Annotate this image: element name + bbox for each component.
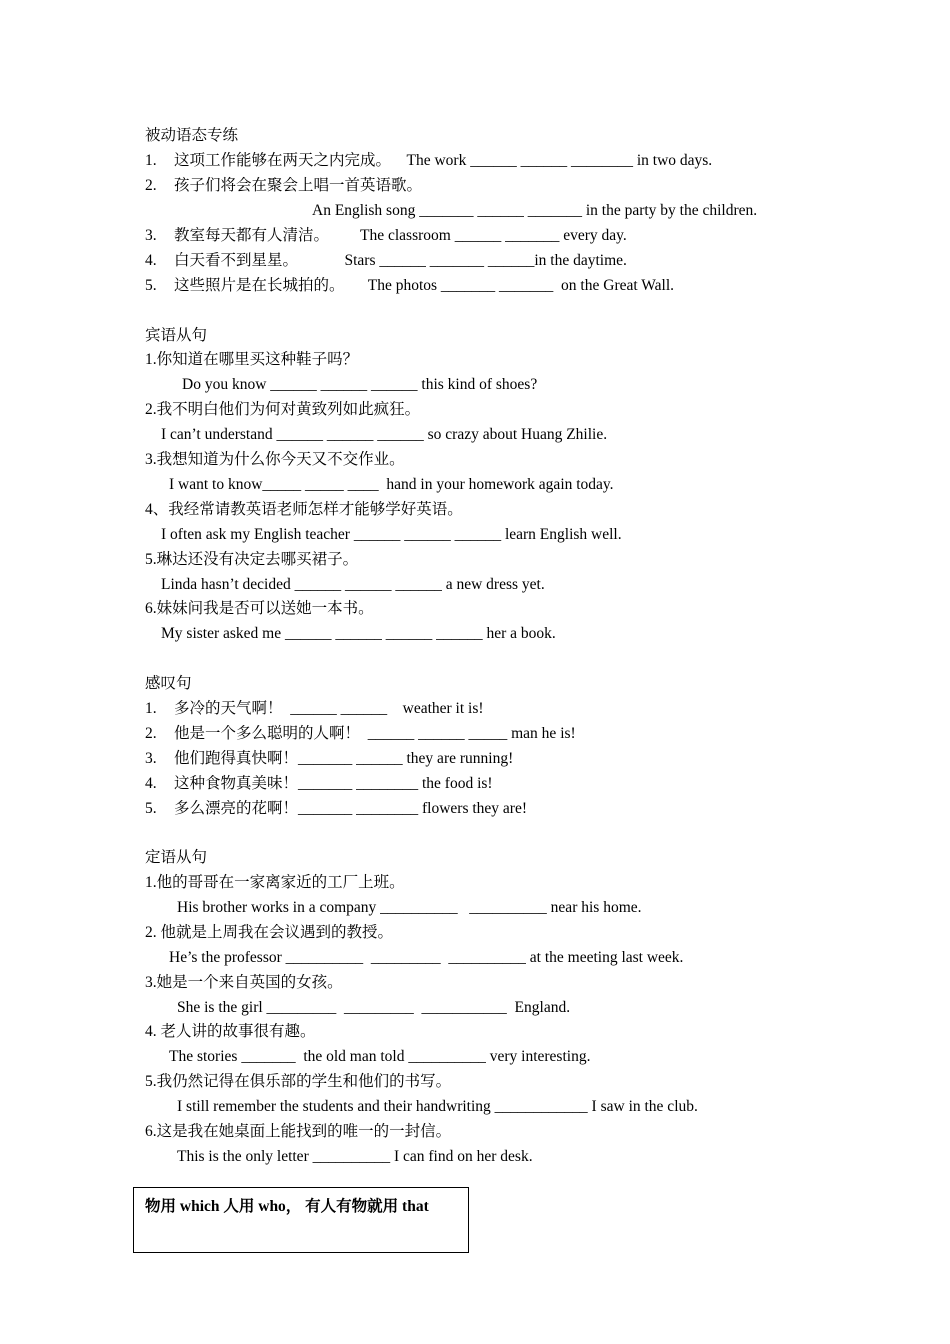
passive-item-2 [145,176,422,196]
item-text: 他是一个多么聪明的人啊！ ______ ______ _____ man he is! [174,725,576,742]
item-text: 教室每天都有人清洁。 The classroom ______ _______ every day. [174,227,627,244]
item-number: 2. [145,177,157,194]
item-text: 孩子们将会在聚会上唱一首英语歌。 [174,177,423,194]
exclamation-item-4 [145,774,493,794]
item-text: 这种食物真美味！_______ ________ the food is! [174,775,493,792]
item-number: 5. [145,800,157,817]
attributive-answer-6: This is the only letter __________ I can find on her desk. [177,1148,533,1165]
attributive-question-2: 2. 他就是上周我在会议遇到的教授。 [145,924,394,941]
tip-box [133,1187,469,1253]
exclamation-item-3 [145,749,513,769]
object-clause-question-2: 2.我不明白他们为何对黄致列如此疯狂。 [145,401,421,418]
item-text: 这项工作能够在两天之内完成。 The work ______ ______ ________ in two days. [174,152,713,169]
section-title-passive: 被动语态专练 [145,127,239,144]
object-clause-question-5: 5.琳达还没有决定去哪买裙子。 [145,551,359,568]
attributive-question-4: 4. 老人讲的故事很有趣。 [145,1023,316,1040]
object-clause-question-1: 1.你知道在哪里买这种鞋子吗？ [145,351,359,368]
passive-item-2-english: An English song _______ ______ _______ in the party by the children. [312,202,758,219]
item-number: 1. [145,152,157,169]
section-title-exclamation: 感叹句 [145,675,192,692]
object-clause-answer-6: My sister asked me ______ ______ ______ ______ her a book. [161,625,556,642]
exclamation-item-1 [145,699,484,719]
object-clause-question-3: 3.我想知道为什么你今天又不交作业。 [145,451,405,468]
section-title-attributive-clause: 定语从句 [145,849,208,866]
exclamation-item-5 [145,799,527,819]
passive-item-3 [145,226,627,246]
object-clause-answer-2: I can’t understand ______ ______ ______ so crazy about Huang Zhilie. [161,426,608,443]
object-clause-answer-5: Linda hasn’t decided ______ ______ ______ a new dress yet. [161,576,545,593]
tip-box-text: 物用 which 人用 who， 有人有物就用 that [145,1198,429,1215]
attributive-question-3: 3.她是一个来自英国的女孩。 [145,974,343,991]
attributive-question-6: 6.这是我在她桌面上能找到的唯一的一封信。 [145,1123,452,1140]
item-number: 3. [145,227,157,244]
object-clause-question-4: 4、我经常请教英语老师怎样才能够学好英语。 [145,501,463,518]
attributive-answer-1: His brother works in a company __________ __________ near his home. [177,899,642,916]
object-clause-answer-3: I want to know_____ _____ ____ hand in your homework again today. [169,476,614,493]
passive-item-4 [145,251,627,271]
item-text: 多么漂亮的花啊！_______ ________ flowers they are! [174,800,528,817]
item-number: 3. [145,750,157,767]
item-text: 这些照片是在长城拍的。 The photos _______ _______ on the Great Wall. [174,277,675,294]
item-number: 4. [145,252,157,269]
attributive-answer-5: I still remember the students and their handwriting ____________ I saw in the club. [177,1098,698,1115]
item-text: 白天看不到星星。 Stars ______ _______ ______in the daytime. [174,252,627,269]
object-clause-question-6: 6.妹妹问我是否可以送她一本书。 [145,600,374,617]
attributive-question-1: 1.他的哥哥在一家离家近的工厂上班。 [145,874,405,891]
exclamation-item-2 [145,724,576,744]
item-text: 他们跑得真快啊！_______ ______ they are running! [174,750,514,767]
item-number: 2. [145,725,157,742]
passive-item-1 [145,151,712,171]
object-clause-answer-4: I often ask my English teacher ______ ______ ______ learn English well. [161,526,622,543]
attributive-answer-4: The stories _______ the old man told __________ very interesting. [169,1048,591,1065]
item-number: 4. [145,775,157,792]
item-number: 1. [145,700,157,717]
item-text: 多冷的天气啊！ ______ ______ weather it is! [174,700,484,717]
attributive-answer-2: He’s the professor __________ _________ __________ at the meeting last week. [169,949,684,966]
attributive-answer-3: She is the girl _________ _________ ___________ England. [177,999,571,1016]
passive-item-5 [145,276,674,296]
object-clause-answer-1: Do you know ______ ______ ______ this kind of shoes? [182,376,538,393]
attributive-question-5: 5.我仍然记得在俱乐部的学生和他们的书写。 [145,1073,452,1090]
item-number: 5. [145,277,157,294]
section-title-object-clause: 宾语从句 [145,327,208,344]
